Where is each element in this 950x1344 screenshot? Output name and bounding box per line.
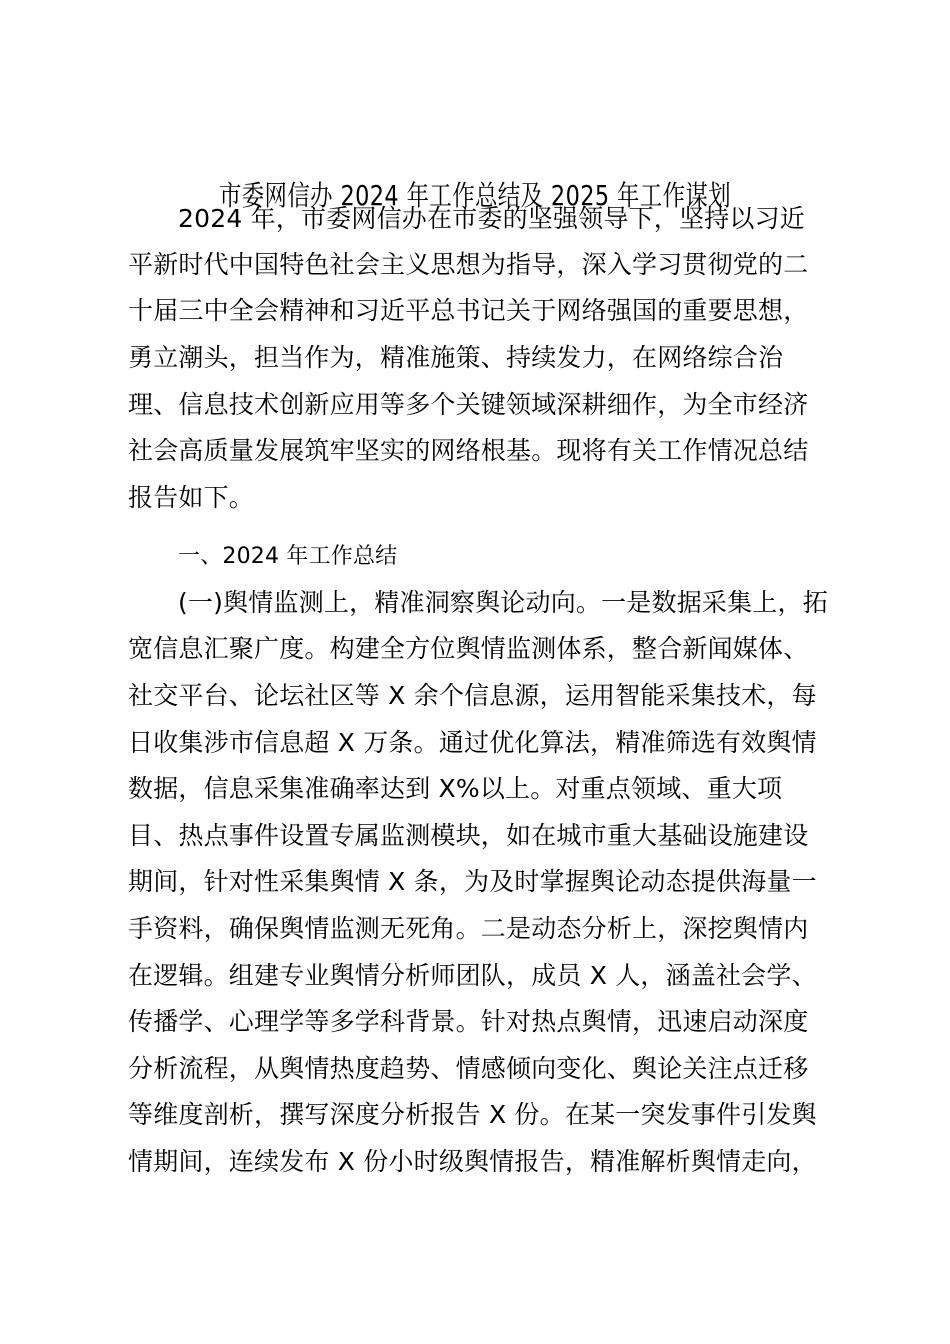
- paragraph-line: (一)舆情监测上，精准洞察舆论动向。一是数据采集上，拓: [178, 588, 828, 617]
- paragraph-line: 分析流程，从舆情热度趋势、情感倾向变化、舆论关注点迁移: [128, 1054, 809, 1083]
- paragraph-line: 情期间，连续发布 X 份小时级舆情报告，精准解析舆情走向，: [128, 1147, 817, 1176]
- paragraph-line: 社交平台、论坛社区等 X 余个信息源，运用智能采集技术，每: [128, 681, 817, 710]
- paragraph-line: 平新时代中国特色社会主义思想为指导，深入学习贯彻党的二: [128, 250, 809, 279]
- paragraph-line: 社会高质量发展筑牢坚实的网络根基。现将有关工作情况总结: [128, 436, 809, 465]
- paragraph-line: 2024 年，市委网信办在市委的坚强领导下，坚持以习近: [178, 204, 805, 233]
- paragraph-line: 期间，针对性采集舆情 X 条，为及时掌握舆论动态提供海量一: [128, 867, 817, 896]
- paragraph-line: 手资料，确保舆情监测无死角。二是动态分析上，深挖舆情内: [128, 914, 809, 943]
- paragraph-line: 十届三中全会精神和习近平总书记关于网络强国的重要思想，: [128, 296, 809, 325]
- paragraph-line: 数据，信息采集准确率达到 X%以上。对重点领域、重大项: [128, 774, 783, 803]
- document-title: 市委网信办 2024 年工作总结及 2025 年工作谋划: [218, 179, 732, 212]
- paragraph-line: 宽信息汇聚广度。构建全方位舆情监测体系，整合新闻媒体、: [128, 634, 809, 663]
- paragraph-line: 传播学、心理学等多学科背景。针对热点舆情，迅速启动深度: [128, 1007, 809, 1036]
- paragraph-line: 目、热点事件设置专属监测模块，如在城市重大基础设施建设: [128, 821, 809, 850]
- paragraph-line: 在逻辑。组建专业舆情分析师团队，成员 X 人，涵盖社会学、: [128, 961, 817, 990]
- paragraph-line: 报告如下。: [128, 483, 255, 512]
- paragraph-line: 勇立潮头，担当作为，精准施策、持续发力，在网络综合治: [128, 343, 784, 372]
- paragraph-line: 日收集涉市信息超 X 万条。通过优化算法，精准筛选有效舆情: [128, 728, 817, 757]
- paragraph-line: 理、信息技术创新应用等多个关键领域深耕细作，为全市经济: [128, 390, 809, 419]
- paragraph-line: 等维度剖析，撰写深度分析报告 X 份。在某一突发事件引发舆: [128, 1100, 817, 1129]
- section-heading: 一、2024 年工作总结: [178, 544, 398, 569]
